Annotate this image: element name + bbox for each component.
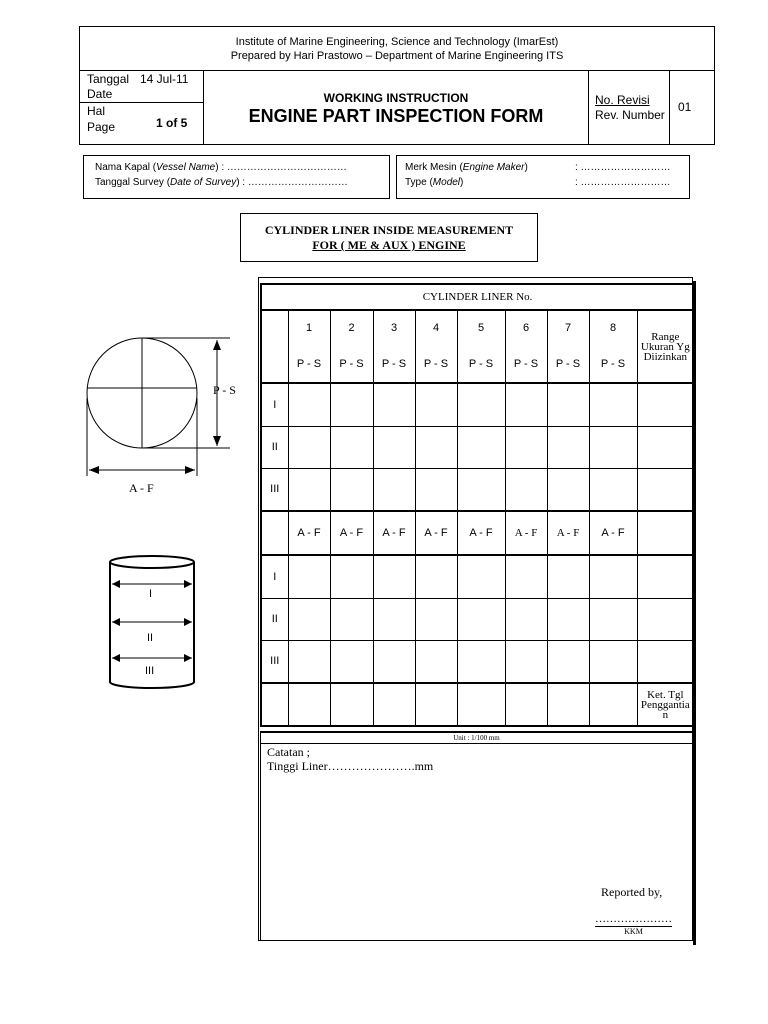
ps-cell[interactable] [505,468,547,511]
cylinder-no-4: 4 [415,310,457,345]
ps-row-2 [261,426,694,468]
af-header-1: A - F [288,511,330,555]
survey-date-label-en: Date of Survey [170,177,237,188]
engine-maker-value: : ……………………… [575,162,671,173]
ps-cell[interactable] [330,426,373,468]
date-value: 14 Jul-11 [140,72,189,86]
survey-date-value: ) : ………………………… [236,177,348,188]
header-revision-box [588,70,670,145]
af-row-label-3: III [261,640,288,683]
working-instruction: WORKING INSTRUCTION [323,91,469,105]
form-title: ENGINE PART INSPECTION FORM [248,106,544,126]
replacement-cell[interactable] [415,683,457,726]
af-range-cell[interactable] [637,598,694,640]
cylinder-no-5: 5 [457,310,505,345]
revision-value: 01 [678,100,692,114]
af-cell[interactable] [288,640,330,683]
af-header-2: A - F [330,511,373,555]
cross-section-diagram [80,330,250,500]
model-label-en: Model [432,177,461,188]
model-value: : ……………………… [575,177,671,188]
af-cell[interactable] [415,598,457,640]
reported-by-label: Reported by, [601,885,663,899]
header-divider [80,102,203,103]
header-revision-value-box [669,70,715,145]
page-value: 1 of 5 [156,116,188,130]
ps-cell[interactable] [330,383,373,426]
ps-cell[interactable] [288,468,330,511]
ps-header-7: P - S [547,345,589,383]
ps-cell[interactable] [547,383,589,426]
ps-row-3 [261,468,694,511]
section-title-line1: CYLINDER LINER INSIDE MEASUREMENT [264,223,514,237]
ps-diagram-label: P - S [213,383,236,397]
af-cell[interactable] [288,598,330,640]
cylinder-liner-header: CYLINDER LINER No. [261,284,694,310]
engine-maker-label-en: Engine Maker [462,162,525,173]
ps-cell[interactable] [457,383,505,426]
ps-cell[interactable] [373,426,415,468]
ps-range-cell[interactable] [637,383,694,426]
af-cell[interactable] [457,640,505,683]
af-row-1 [261,555,694,598]
engine-info-box [396,155,690,199]
af-cell[interactable] [505,640,547,683]
ps-cell[interactable] [505,426,547,468]
ps-cell[interactable] [415,383,457,426]
catatan-label[interactable]: Catatan ; [267,745,310,759]
ps-cell[interactable] [589,426,637,468]
liner-height-field[interactable]: Tinggi Liner………………….mm [267,759,434,773]
af-cell[interactable] [589,555,637,598]
signature-line[interactable]: ………………… [595,913,672,925]
af-cell[interactable] [547,640,589,683]
hal-label: Hal [87,104,106,118]
af-cell[interactable] [505,555,547,598]
af-header-5: A - F [457,511,505,555]
level-2-label: II [147,632,154,644]
af-cell[interactable] [589,640,637,683]
af-cell[interactable] [373,640,415,683]
cylinder-no-6: 6 [505,310,547,345]
ps-header-2: P - S [330,345,373,383]
replacement-cell[interactable] [505,683,547,726]
engine-maker-label-close: ) [524,162,528,173]
af-cell[interactable] [415,555,457,598]
blank-corner-cell [261,310,288,383]
af-cell[interactable] [288,555,330,598]
cylinder-no-1: 1 [288,310,330,345]
ps-cell[interactable] [505,383,547,426]
replacement-date-label: Ket. Tgl Penggantia n [637,683,694,726]
af-cell[interactable] [373,555,415,598]
tanggal-label: Tanggal [87,72,130,86]
page-label: Page [87,120,116,134]
ps-row-1 [261,383,694,426]
engine-maker-label: Merk Mesin ( [405,162,463,173]
ps-header-6: P - S [505,345,547,383]
replacement-cell[interactable] [547,683,589,726]
model-label: Type ( [405,177,433,188]
ps-header-1: P - S [288,345,330,383]
vessel-name-label: Nama Kapal ( [95,162,157,173]
ps-header-5: P - S [457,345,505,383]
ps-cell[interactable] [288,383,330,426]
replacement-cell[interactable] [330,683,373,726]
ps-cell[interactable] [589,468,637,511]
ps-cell[interactable] [547,426,589,468]
af-header-8: A - F [589,511,637,555]
af-range-cell[interactable] [637,555,694,598]
ps-cell[interactable] [457,426,505,468]
header-date-page-box [79,70,204,145]
ps-cell[interactable] [547,468,589,511]
ps-cell[interactable] [415,426,457,468]
af-header-6: A - F [505,511,547,555]
institute-name: Institute of Marine Engineering, Science and Technology (ImarEst) [235,36,559,48]
af-cell[interactable] [589,598,637,640]
af-header-4: A - F [415,511,457,555]
ps-header-4: P - S [415,345,457,383]
range-header: Range Ukuran Yg Diizinkan [637,310,694,383]
cylinder-no-3: 3 [373,310,415,345]
section-title-box [240,213,538,262]
ps-range-cell[interactable] [637,426,694,468]
ps-cell[interactable] [373,383,415,426]
header-title-box [203,70,589,145]
af-range-cell[interactable] [637,640,694,683]
cylinder-no-2: 2 [330,310,373,345]
vessel-name-field [95,162,347,173]
ps-cell[interactable] [589,383,637,426]
ps-cell[interactable] [373,468,415,511]
date-label: Date [87,87,113,101]
replacement-cell[interactable] [288,683,330,726]
ps-header-3: P - S [373,345,415,383]
af-diagram-label: A - F [129,481,154,495]
vessel-name-value: ) : ……………………………… [215,162,347,173]
ps-header-8: P - S [589,345,637,383]
af-row-2 [261,598,694,640]
vessel-info-box [83,155,390,199]
af-cell[interactable] [505,598,547,640]
af-cell[interactable] [373,598,415,640]
vessel-name-label-en: Vessel Name [156,162,216,173]
af-header-3: A - F [373,511,415,555]
measurement-table [260,283,695,727]
af-header-7: A - F [547,511,589,555]
notes-box [260,731,693,941]
unit-label: Unit : 1/100 mm [453,734,500,742]
af-cell[interactable] [330,598,373,640]
ps-cell[interactable] [288,426,330,468]
af-cell[interactable] [330,640,373,683]
replacement-date-row [261,683,694,726]
header-institute-box [79,26,715,71]
ps-row-label-1: I [261,383,288,426]
model-label-close: ) [460,177,464,188]
ps-cell[interactable] [457,468,505,511]
survey-date-field [95,177,348,188]
cylinder-no-7: 7 [547,310,589,345]
replacement-cell[interactable] [373,683,415,726]
revisi-label: No. Revisi [595,93,650,107]
af-blank-cell [261,511,288,555]
af-row-label-1: I [261,555,288,598]
ps-range-cell[interactable] [637,468,694,511]
af-cell[interactable] [415,640,457,683]
engine-maker-field [405,162,528,173]
rev-number-label: Rev. Number [595,108,665,122]
ps-cell[interactable] [415,468,457,511]
replacement-cell[interactable] [589,683,637,726]
af-cell[interactable] [330,555,373,598]
level-1-label: I [149,588,153,600]
ps-cell[interactable] [330,468,373,511]
af-cell[interactable] [457,555,505,598]
af-cell[interactable] [547,555,589,598]
replacement-blank-cell [261,683,288,726]
af-cell[interactable] [457,598,505,640]
model-field [405,177,463,188]
signature-role: KKM [624,927,643,936]
af-range-blank-cell [637,511,694,555]
af-row-label-2: II [261,598,288,640]
level-3-label: III [145,665,155,677]
prepared-by: Prepared by Hari Prastowo – Department of Marine Engineering ITS [230,50,564,62]
af-row-3 [261,640,694,683]
cylinder-no-8: 8 [589,310,637,345]
af-cell[interactable] [547,598,589,640]
ps-row-label-3: III [261,468,288,511]
section-title-line2: FOR ( ME & AUX ) ENGINE [312,238,466,252]
ps-row-label-2: II [261,426,288,468]
replacement-cell[interactable] [457,683,505,726]
notes-divider [261,743,692,744]
survey-date-label: Tanggal Survey ( [95,177,171,188]
